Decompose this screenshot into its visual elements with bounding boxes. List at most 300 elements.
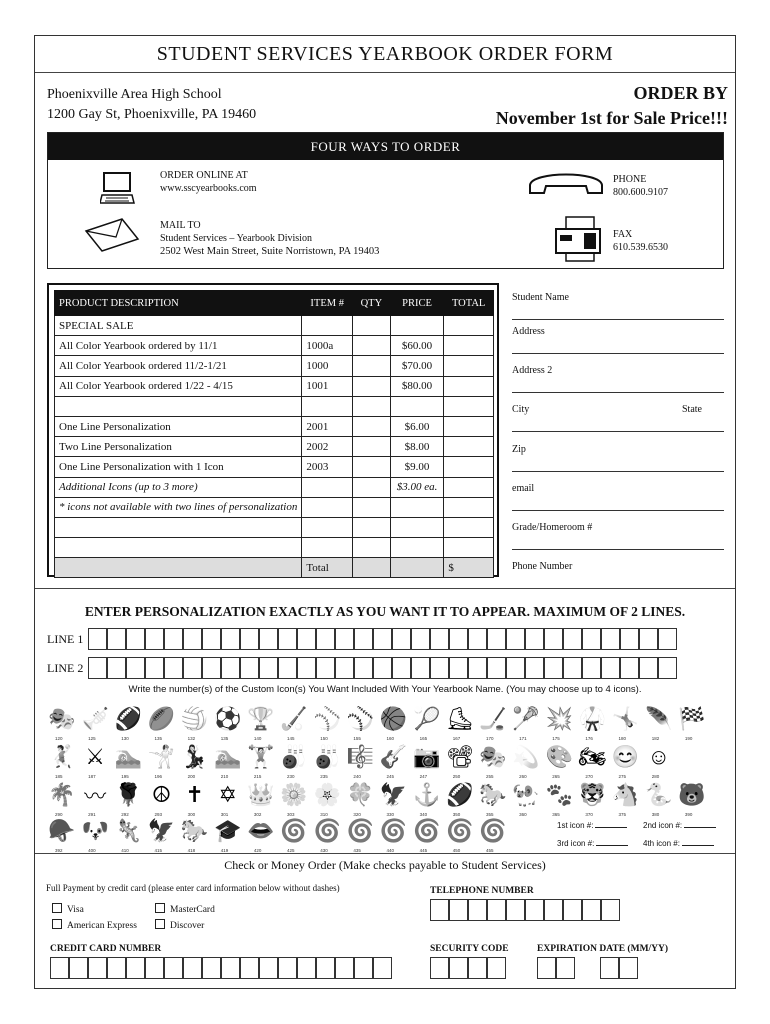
char-box[interactable] [164, 657, 183, 679]
ways-to-order-box [47, 132, 724, 269]
yearbook-icon[interactable]: 🏀 [379, 706, 408, 731]
icon-number: 418 [187, 848, 196, 853]
char-box[interactable] [449, 957, 468, 979]
yearbook-icon[interactable]: 🎭 [479, 744, 507, 769]
yearbook-icon[interactable]: ⚔ [85, 744, 105, 769]
yearbook-icon[interactable]: 🏈 [114, 706, 142, 731]
char-box[interactable] [582, 628, 601, 650]
icon-number: 292 [121, 812, 129, 817]
product-qty[interactable] [353, 538, 391, 558]
char-box[interactable] [297, 657, 316, 679]
char-box[interactable] [449, 657, 468, 679]
phone-label: PHONE [613, 174, 647, 185]
char-box[interactable] [563, 657, 582, 679]
icon-number: 301 [220, 812, 229, 817]
char-box[interactable] [600, 957, 619, 979]
char-box[interactable] [354, 628, 373, 650]
product-qty[interactable] [353, 336, 391, 356]
yearbook-icon[interactable]: 📽 [445, 744, 474, 769]
char-box[interactable] [221, 628, 240, 650]
icon-number: 245 [386, 774, 395, 779]
mastercard-checkbox[interactable] [155, 903, 165, 913]
yearbook-icon[interactable]: 🌀 [446, 818, 474, 843]
yearbook-icon[interactable]: 💃 [180, 744, 209, 769]
char-box[interactable] [487, 899, 506, 921]
icon-number: 320 [353, 812, 361, 817]
product-table-header [55, 291, 494, 316]
yearbook-icon[interactable]: 🏊 [214, 744, 242, 769]
yearbook-icon[interactable]: 🎸 [379, 744, 408, 769]
icon-number: 260 [519, 774, 527, 779]
yearbook-icon[interactable]: 🎨 [545, 744, 573, 769]
char-box[interactable] [88, 957, 107, 979]
grand-total[interactable]: $ [444, 558, 494, 578]
product-total[interactable] [444, 316, 494, 336]
icon-number: 167 [452, 736, 461, 741]
char-box[interactable] [373, 957, 392, 979]
product-total[interactable] [444, 437, 494, 457]
product-header-cell: QTY [353, 291, 391, 316]
char-box[interactable] [506, 657, 525, 679]
student-field-label: email [512, 483, 535, 494]
yearbook-icon[interactable]: 🌹 [114, 782, 142, 807]
product-item [302, 538, 353, 558]
product-total[interactable] [444, 457, 494, 477]
student-field[interactable] [512, 561, 724, 589]
yearbook-icon[interactable]: 🎺 [81, 706, 109, 731]
char-box[interactable] [335, 657, 354, 679]
icon-number: 415 [154, 848, 162, 853]
student-field[interactable] [512, 326, 724, 354]
yearbook-icon[interactable]: 🏒 [479, 706, 507, 731]
product-qty[interactable] [353, 437, 391, 457]
state-label: State [682, 404, 702, 415]
product-total[interactable] [444, 416, 494, 436]
char-box[interactable] [430, 628, 449, 650]
yearbook-icon[interactable]: 🍀 [346, 782, 375, 807]
icon-slot-label: 1st icon #: [557, 821, 594, 830]
mail-line1: Student Services – Yearbook Division [160, 233, 312, 244]
yearbook-icon[interactable]: 😊 [611, 744, 640, 769]
student-field[interactable] [512, 444, 724, 472]
icon-number: 400 [88, 848, 96, 853]
char-box[interactable] [563, 899, 582, 921]
yearbook-icon[interactable]: 🌀 [479, 818, 507, 843]
product-qty[interactable] [353, 497, 391, 517]
product-price: $3.00 ea. [390, 477, 444, 497]
char-box[interactable] [164, 628, 183, 650]
product-desc: One Line Personalization [55, 416, 302, 436]
yearbook-icon[interactable]: 🐎 [479, 782, 507, 807]
product-row [55, 376, 494, 396]
yearbook-icon[interactable]: 🪶 [644, 706, 673, 731]
card-discover[interactable] [155, 919, 204, 931]
char-box[interactable] [525, 899, 544, 921]
char-box[interactable] [620, 628, 639, 650]
product-price: $70.00 [390, 356, 444, 376]
yearbook-icon[interactable]: 🐏 [512, 782, 540, 807]
yearbook-icon[interactable]: 🤸 [611, 706, 640, 731]
icon-number: 130 [121, 736, 129, 741]
icon-number: 290 [55, 812, 63, 817]
char-box[interactable] [506, 899, 525, 921]
char-box[interactable] [468, 657, 487, 679]
yearbook-icon[interactable]: 🎭 [48, 706, 76, 731]
yearbook-icon[interactable]: 🦎 [114, 818, 142, 843]
yearbook-icon[interactable]: ☮ [151, 782, 172, 807]
char-box[interactable] [468, 899, 487, 921]
icon-slot-line [596, 845, 628, 846]
product-qty[interactable] [353, 457, 391, 477]
yearbook-icon[interactable]: 🎳 [280, 744, 308, 769]
char-box[interactable] [107, 657, 126, 679]
char-box[interactable] [164, 957, 183, 979]
product-total[interactable] [444, 376, 494, 396]
yearbook-icon[interactable]: 🏈 [446, 782, 474, 807]
school-address: 1200 Gay St, Phoenixville, PA 19460 [47, 107, 257, 122]
char-box[interactable] [145, 628, 164, 650]
student-field[interactable] [512, 404, 724, 432]
icon-slot[interactable] [643, 839, 723, 848]
yearbook-icon[interactable]: 🏊 [114, 744, 142, 769]
product-qty[interactable] [353, 477, 391, 497]
product-qty[interactable] [353, 517, 391, 537]
yearbook-icon[interactable]: 🐶 [81, 818, 109, 843]
product-price: $60.00 [390, 336, 444, 356]
yearbook-icon[interactable]: 🌀 [280, 818, 308, 843]
char-box[interactable] [259, 628, 278, 650]
product-desc [55, 396, 302, 416]
yearbook-icon[interactable]: 🥎 [346, 706, 375, 731]
student-field-label: Phone Number [512, 561, 573, 572]
yearbook-icon[interactable]: 🎾 [412, 706, 441, 731]
char-box[interactable] [126, 657, 145, 679]
yearbook-icon[interactable]: 🦅 [379, 782, 408, 807]
icon-number: 425 [287, 848, 295, 853]
product-header-cell: TOTAL [444, 291, 494, 316]
yearbook-icon[interactable]: ⚽ [214, 706, 242, 731]
cc-number-label: CREDIT CARD NUMBER [50, 944, 162, 954]
char-box[interactable] [126, 957, 145, 979]
char-box[interactable] [639, 657, 658, 679]
char-box[interactable] [449, 628, 468, 650]
char-box[interactable] [601, 899, 620, 921]
char-box[interactable] [107, 957, 126, 979]
order-by-notice [496, 81, 728, 131]
char-box[interactable] [221, 957, 240, 979]
product-price [390, 396, 444, 416]
product-total[interactable] [444, 336, 494, 356]
order-online-label: ORDER ONLINE AT [160, 170, 248, 181]
char-box[interactable] [487, 657, 506, 679]
icon-number: 171 [519, 736, 527, 741]
char-box[interactable] [145, 657, 164, 679]
icon-number: 135 [154, 736, 162, 741]
icon-slot[interactable] [557, 839, 637, 848]
char-box[interactable] [582, 657, 601, 679]
yearbook-icon[interactable]: ✝ [185, 782, 204, 807]
icon-slot[interactable] [557, 821, 637, 830]
yearbook-icon[interactable]: 🌴 [48, 782, 76, 807]
char-box[interactable] [506, 628, 525, 650]
icon-number: 235 [320, 774, 328, 779]
char-box[interactable] [202, 657, 221, 679]
char-box[interactable] [240, 957, 259, 979]
product-desc: SPECIAL SALE [55, 316, 302, 336]
total-spacer [353, 558, 391, 578]
icon-number: 350 [452, 812, 461, 817]
student-field[interactable] [512, 365, 724, 393]
icon-number: 300 [187, 812, 196, 817]
icon-number: 145 [287, 736, 295, 741]
char-box[interactable] [525, 628, 544, 650]
char-box[interactable] [468, 628, 487, 650]
icon-slot[interactable] [643, 821, 723, 830]
yearbook-icon[interactable]: 🐾 [545, 782, 573, 807]
product-total[interactable] [444, 497, 494, 517]
order-online-url[interactable]: www.sscyearbooks.com [160, 183, 257, 194]
product-qty[interactable] [353, 376, 391, 396]
icon-number: 200 [187, 774, 196, 779]
char-box[interactable] [335, 628, 354, 650]
yearbook-icon[interactable]: 💥 [545, 706, 573, 731]
mail-label: MAIL TO [160, 220, 201, 231]
student-field[interactable] [512, 287, 724, 320]
yearbook-icon[interactable]: 🐎 [180, 818, 209, 843]
product-row [55, 538, 494, 558]
product-qty[interactable] [353, 356, 391, 376]
char-box[interactable] [316, 657, 335, 679]
product-price [390, 316, 444, 336]
yearbook-icon[interactable]: 🥍 [512, 706, 540, 731]
yearbook-icon[interactable]: 🏍 [578, 744, 607, 769]
product-price [390, 497, 444, 517]
form-title: STUDENT SERVICES YEARBOOK ORDER FORM [156, 43, 614, 65]
char-box[interactable] [221, 657, 240, 679]
icon-number: 370 [585, 812, 593, 817]
char-box[interactable] [373, 628, 392, 650]
product-total[interactable] [444, 477, 494, 497]
char-box[interactable] [544, 657, 563, 679]
char-box[interactable] [544, 628, 563, 650]
discover-label: Discover [170, 921, 205, 931]
char-box[interactable] [183, 657, 202, 679]
icon-number: 255 [485, 774, 494, 779]
char-box[interactable] [278, 657, 297, 679]
yearbook-icon[interactable]: 🥋 [578, 706, 607, 731]
char-box[interactable] [563, 628, 582, 650]
product-price: $80.00 [390, 376, 444, 396]
product-total[interactable] [444, 538, 494, 558]
char-box[interactable] [354, 657, 373, 679]
char-box[interactable] [525, 657, 544, 679]
icon-number: 150 [320, 736, 328, 741]
char-box[interactable] [183, 957, 202, 979]
yearbook-icon[interactable]: 🤾 [48, 744, 76, 769]
yearbook-icon[interactable]: 💫 [512, 744, 540, 769]
icon-slot-line [682, 845, 714, 846]
student-field[interactable] [512, 483, 724, 511]
char-box[interactable] [297, 628, 316, 650]
yearbook-icon[interactable]: 🐻 [678, 782, 706, 807]
yearbook-icon[interactable]: 🏐 [180, 706, 209, 731]
char-box[interactable] [240, 657, 259, 679]
icon-number: 176 [585, 736, 593, 741]
yearbook-icon[interactable]: 🏉 [147, 706, 176, 731]
char-box[interactable] [430, 957, 449, 979]
student-field-label: Address [512, 326, 545, 337]
icon-number: 420 [253, 848, 262, 853]
yearbook-icon[interactable]: 🪖 [48, 818, 76, 843]
char-box[interactable] [50, 957, 69, 979]
char-box[interactable] [601, 628, 620, 650]
icon-number: 365 [552, 812, 560, 817]
yearbook-icon[interactable]: 🎓 [214, 818, 242, 843]
yearbook-icon[interactable]: 🎼 [346, 744, 375, 769]
char-box[interactable] [107, 628, 126, 650]
yearbook-icon[interactable]: 🐍 [644, 782, 673, 807]
icon-number: 165 [419, 736, 428, 741]
discover-checkbox[interactable] [155, 919, 165, 929]
yearbook-icon[interactable]: 🌸 [313, 782, 341, 807]
icon-number: 375 [618, 812, 627, 817]
icon-instructions: Write the number(s) of the Custom Icon(s) You Want Included With Your Yearbook Name. (You may choose up to 4 icons). [128, 684, 642, 695]
icon-number: 440 [386, 848, 395, 853]
char-box[interactable] [278, 628, 297, 650]
yearbook-icon[interactable]: 🌀 [346, 818, 375, 843]
char-box[interactable] [240, 628, 259, 650]
char-box[interactable] [601, 657, 620, 679]
yearbook-icon[interactable]: 🤺 [147, 744, 176, 769]
product-item: 2002 [302, 437, 353, 457]
yearbook-icon[interactable]: 🐴 [611, 782, 640, 807]
yearbook-icon[interactable]: 🌀 [313, 818, 341, 843]
yearbook-icon[interactable]: ⛸ [445, 706, 474, 731]
student-field[interactable] [512, 522, 724, 550]
char-box[interactable] [69, 957, 88, 979]
computer-icon [100, 171, 136, 205]
yearbook-icon[interactable]: 🏋 [247, 744, 275, 769]
icon-slot-label: 4th icon #: [643, 839, 680, 848]
product-desc: All Color Yearbook ordered 11/2-1/21 [55, 356, 302, 376]
char-box[interactable] [88, 657, 107, 679]
card-amex[interactable] [52, 919, 137, 931]
yearbook-icon[interactable]: 🌀 [412, 818, 441, 843]
icon-number: 330 [386, 812, 395, 817]
yearbook-icon[interactable]: ✡ [218, 782, 237, 807]
char-box[interactable] [145, 957, 164, 979]
yearbook-icon[interactable]: ⚓ [412, 782, 441, 807]
yearbook-icon[interactable]: 〰 [84, 783, 107, 809]
yearbook-icon[interactable]: 🌀 [379, 818, 408, 843]
char-box[interactable] [619, 957, 638, 979]
char-box[interactable] [259, 657, 278, 679]
product-item [302, 477, 353, 497]
icon-number: 140 [253, 736, 262, 741]
char-box[interactable] [537, 957, 556, 979]
yearbook-icon[interactable]: 🏆 [247, 706, 275, 731]
fax-number: 610.539.6530 [613, 242, 668, 253]
char-box[interactable] [411, 628, 430, 650]
icon-number: 392 [55, 848, 63, 853]
char-box[interactable] [392, 628, 411, 650]
yearbook-icon[interactable]: 👑 [247, 782, 275, 807]
char-box[interactable] [620, 657, 639, 679]
char-box[interactable] [411, 657, 430, 679]
char-box[interactable] [468, 957, 487, 979]
char-box[interactable] [449, 899, 468, 921]
product-total[interactable] [444, 517, 494, 537]
icon-number: 196 [154, 774, 162, 779]
char-box[interactable] [582, 899, 601, 921]
product-desc: Additional Icons (up to 3 more) [55, 477, 302, 497]
char-box[interactable] [658, 628, 677, 650]
char-box[interactable] [373, 657, 392, 679]
yearbook-icon[interactable]: 🌼 [280, 782, 308, 807]
icon-number: 215 [253, 774, 262, 779]
char-box[interactable] [544, 899, 563, 921]
char-box[interactable] [392, 657, 411, 679]
char-box[interactable] [430, 899, 449, 921]
char-box[interactable] [316, 957, 335, 979]
school-info [47, 85, 256, 125]
yearbook-icon[interactable]: 🏑 [280, 706, 308, 731]
yearbook-icon[interactable]: 🎳 [313, 744, 341, 769]
amex-checkbox[interactable] [52, 919, 62, 929]
yearbook-icon[interactable]: ⚾ [313, 706, 341, 731]
char-box[interactable] [183, 628, 202, 650]
char-box[interactable] [354, 957, 373, 979]
yearbook-icon[interactable]: 📷 [412, 744, 441, 769]
yearbook-icon[interactable]: ☺ [647, 744, 670, 769]
char-box[interactable] [202, 628, 221, 650]
char-box[interactable] [658, 657, 677, 679]
line1-label: LINE 1 [47, 632, 84, 646]
product-row [55, 396, 494, 416]
char-box[interactable] [259, 957, 278, 979]
check-instructions: Check or Money Order (Make checks payable to Student Services) [224, 858, 546, 872]
product-qty[interactable] [353, 416, 391, 436]
icon-number: 450 [452, 848, 461, 853]
product-total[interactable] [444, 356, 494, 376]
icon-slot-label: 3rd icon #: [557, 839, 595, 848]
icon-number: 155 [353, 736, 361, 741]
char-box[interactable] [316, 628, 335, 650]
product-qty[interactable] [353, 396, 391, 416]
visa-checkbox[interactable] [52, 903, 62, 913]
icon-number: 185 [55, 774, 63, 779]
char-box[interactable] [297, 957, 316, 979]
char-box[interactable] [126, 628, 145, 650]
char-box[interactable] [556, 957, 575, 979]
char-box[interactable] [335, 957, 354, 979]
char-box[interactable] [487, 628, 506, 650]
char-box[interactable] [639, 628, 658, 650]
yearbook-icon[interactable]: 🦅 [147, 818, 176, 843]
yearbook-icon[interactable]: 👄 [247, 818, 275, 843]
product-qty[interactable] [353, 316, 391, 336]
char-box[interactable] [278, 957, 297, 979]
card-mastercard[interactable] [155, 903, 215, 915]
product-total[interactable] [444, 396, 494, 416]
char-box[interactable] [430, 657, 449, 679]
yearbook-icon[interactable]: 🐯 [578, 782, 607, 807]
char-box[interactable] [202, 957, 221, 979]
card-visa[interactable] [52, 903, 84, 915]
yearbook-icon[interactable]: 🏁 [678, 706, 706, 731]
char-box[interactable] [88, 628, 107, 650]
char-box[interactable] [487, 957, 506, 979]
